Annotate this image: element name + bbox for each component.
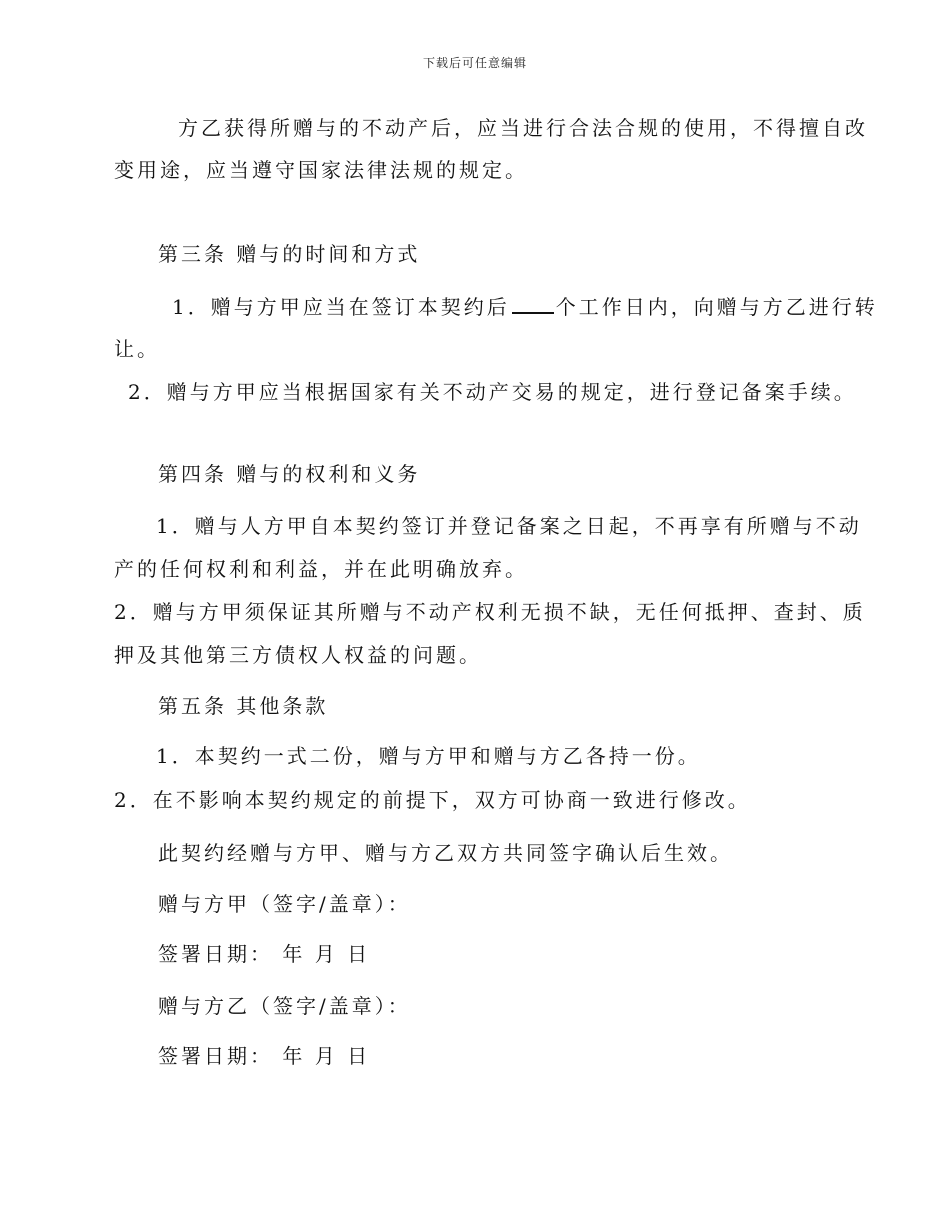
clause-item: 2．在不影响本契约规定的前提下，双方可协商一致进行修改。 [114, 788, 751, 812]
clause-item: 1．赠与人方甲自本契约签订并登记备案之日起，不再享有所赠与不动 [156, 514, 862, 538]
blank-underline [512, 294, 554, 314]
clause-item-continued: 产的任何权利和利益，并在此明确放弃。 [114, 557, 528, 581]
clause-item [172, 294, 878, 319]
clause-item: 1．本契约一式二份，赠与方甲和赠与方乙各持一份。 [156, 744, 701, 768]
party-b-date-label: 签署日期： 年 月 日 [158, 1044, 371, 1068]
section-title: 第三条 赠与的时间和方式 [158, 242, 421, 266]
paragraph-line: 变用途，应当遵守国家法律法规的规定。 [114, 158, 528, 182]
clause-item: 2．赠与方甲应当根据国家有关不动产交易的规定，进行登记备案手续。 [128, 380, 857, 404]
clause-text: 个工作日内，向赠与方乙进行转 [555, 295, 878, 319]
party-a-date-label: 签署日期： 年 月 日 [158, 942, 371, 966]
clause-item: 2．赠与方甲须保证其所赠与不动产权利无损不缺，无任何抵押、查封、质 [114, 600, 866, 624]
clause-item-continued: 押及其他第三方债权人权益的问题。 [114, 643, 482, 667]
paragraph-line: 方乙获得所赠与的不动产后，应当进行合法合规的使用，不得擅自改 [178, 116, 868, 140]
party-a-signature-label: 赠与方甲（签字/盖章）： [158, 892, 411, 916]
page-header: 下载后可任意编辑 [422, 56, 527, 70]
section-title: 第五条 其他条款 [158, 694, 329, 718]
section-title: 第四条 赠与的权利和义务 [158, 462, 421, 486]
effective-statement: 此契约经赠与方甲、赠与方乙双方共同签字确认后生效。 [158, 841, 733, 865]
clause-item-continued: 让。 [114, 337, 160, 361]
party-b-signature-label: 赠与方乙（签字/盖章）： [158, 994, 411, 1018]
clause-text: 1．赠与方甲应当在签订本契约后 [172, 295, 510, 319]
